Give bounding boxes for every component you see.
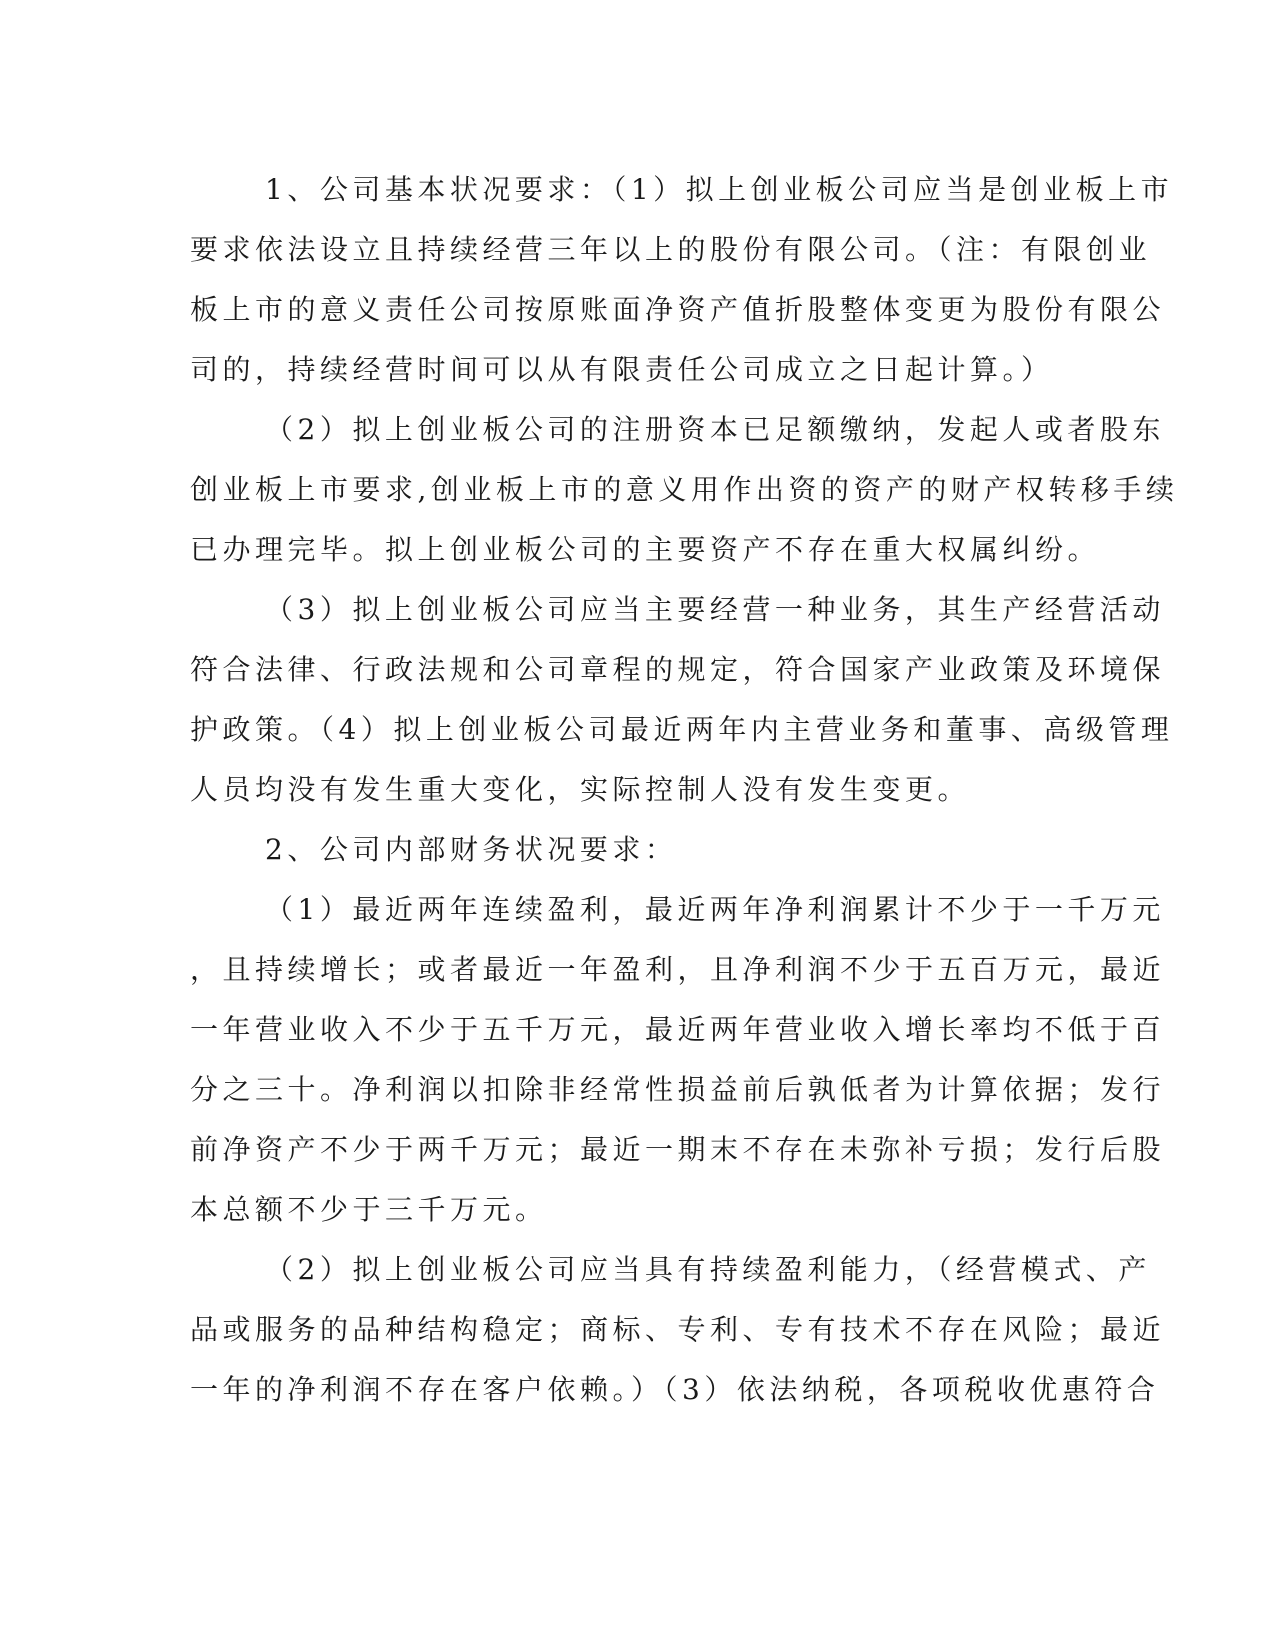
text-line: 一年的净利润不存在客户依赖。）（3）依法纳税，各项税收优惠符合 (190, 1373, 1160, 1406)
text-line: 创业板上市要求,创业板上市的意义用作出资的资产的财产权转移手续 (190, 473, 1179, 506)
text-line: ，且持续增长；或者最近一年盈利，且净利润不少于五百万元，最近 (190, 953, 1166, 986)
text-line: 1、公司基本状况要求：（1）拟上创业板公司应当是创业板上市 (265, 173, 1174, 206)
text-line: 前净资产不少于两千万元；最近一期末不存在未弥补亏损；发行后股 (190, 1133, 1166, 1166)
text-line: 品或服务的品种结构稳定；商标、专利、专有技术不存在风险；最近 (190, 1313, 1166, 1346)
text-line: 人员均没有发生重大变化，实际控制人没有发生变更。 (190, 773, 971, 806)
text-line: 2、公司内部财务状况要求： (265, 833, 678, 866)
text-line: 要求依法设立且持续经营三年以上的股份有限公司。（注：有限创业 (190, 233, 1152, 266)
text-line: 护政策。（4）拟上创业板公司最近两年内主营业务和董事、高级管理 (190, 713, 1174, 746)
text-line: 一年营业收入不少于五千万元，最近两年营业收入增长率均不低于百 (190, 1013, 1166, 1046)
body-text (190, 160, 1179, 1420)
text-line: 分之三十。净利润以扣除非经常性损益前后孰低者为计算依据；发行 (190, 1073, 1166, 1106)
text-line: （2）拟上创业板公司应当具有持续盈利能力，（经营模式、产 (265, 1253, 1151, 1286)
text-line: 司的，持续经营时间可以从有限责任公司成立之日起计算。） (190, 353, 1054, 386)
text-line: 符合法律、行政法规和公司章程的规定，符合国家产业政策及环境保 (190, 653, 1166, 686)
text-line: （3）拟上创业板公司应当主要经营一种业务，其生产经营活动 (265, 593, 1165, 626)
text-line: （1）最近两年连续盈利，最近两年净利润累计不少于一千万元 (265, 893, 1165, 926)
text-line: （2）拟上创业板公司的注册资本已足额缴纳，发起人或者股东 (265, 413, 1165, 446)
text-line: 已办理完毕。拟上创业板公司的主要资产不存在重大权属纠纷。 (190, 533, 1101, 566)
text-line: 板上市的意义责任公司按原账面净资产值折股整体变更为股份有限公 (190, 293, 1166, 326)
text-line: 本总额不少于三千万元。 (190, 1193, 548, 1226)
